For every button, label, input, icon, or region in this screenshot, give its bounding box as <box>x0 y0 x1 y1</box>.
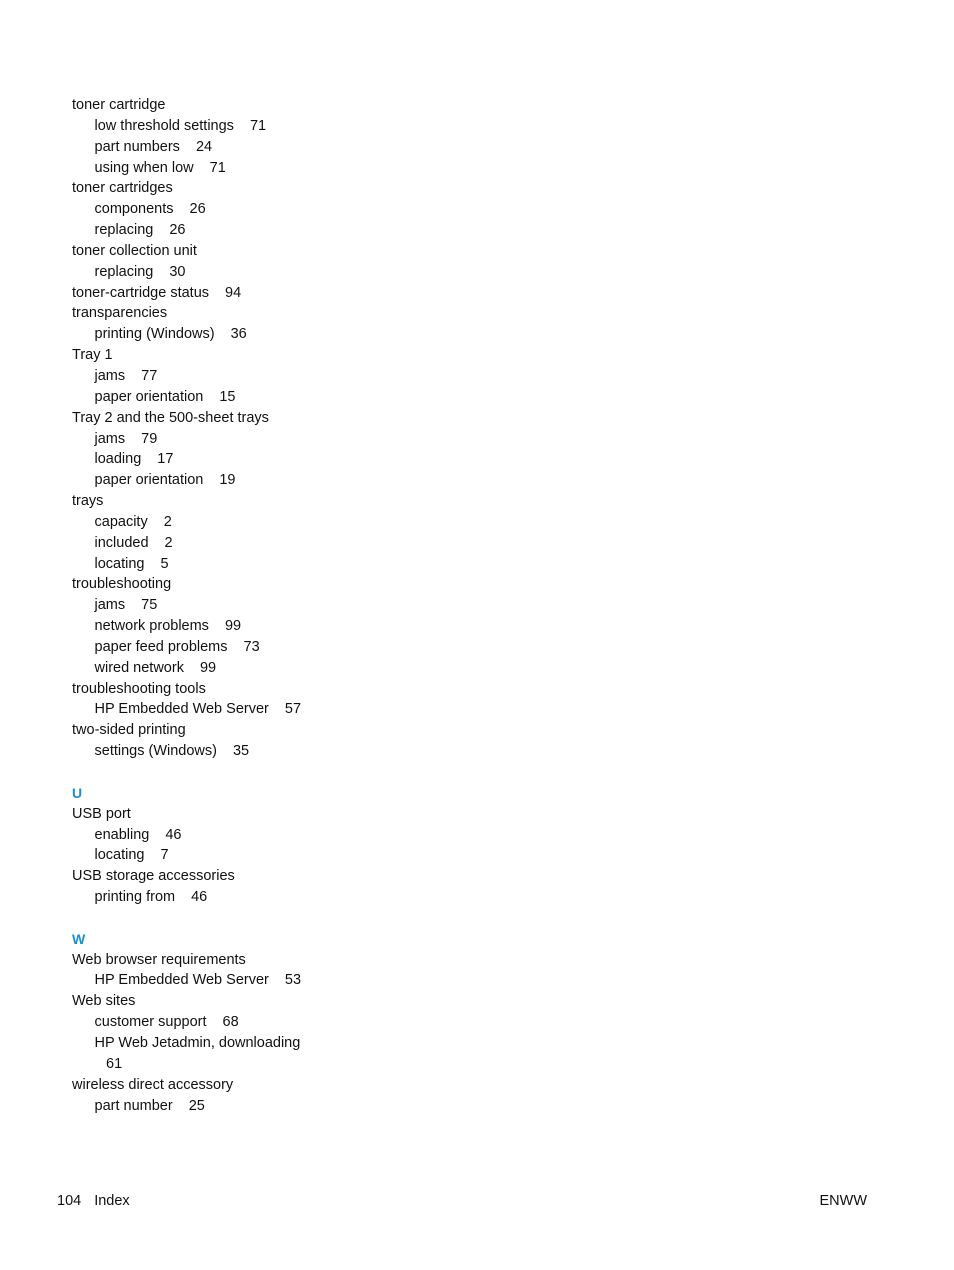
index-term: jams <box>94 430 126 447</box>
index-page-number: 35 <box>232 743 250 760</box>
index-subentry <box>72 887 372 908</box>
index-term: toner cartridges <box>72 180 173 197</box>
index-subentry <box>72 158 372 179</box>
index-page-number: 99 <box>199 659 217 676</box>
index-entry <box>72 574 372 595</box>
index-subentry <box>72 1054 372 1075</box>
index-term: paper feed problems <box>94 638 228 655</box>
index-term: capacity <box>94 513 148 530</box>
footer-left <box>57 1191 130 1211</box>
index-page-number: 94 <box>225 284 242 301</box>
index-page-number: 73 <box>243 638 260 655</box>
index-term: trays <box>72 493 104 510</box>
index-column <box>72 95 372 1116</box>
index-page-number: 77 <box>141 367 158 384</box>
index-page-number: 25 <box>188 1097 205 1114</box>
index-term: two-sided printing <box>72 722 186 739</box>
index-page-number: 19 <box>219 472 236 489</box>
index-term: included <box>94 534 149 551</box>
index-term: part numbers <box>94 138 180 155</box>
index-entry <box>72 303 372 324</box>
index-subentry <box>72 116 372 137</box>
index-term: Tray 2 and the 500-sheet trays <box>72 409 269 426</box>
index-entry <box>72 241 372 262</box>
index-entry <box>72 283 372 304</box>
index-term: toner-cartridge status <box>72 284 210 301</box>
index-term: Web browser requirements <box>72 951 246 968</box>
index-subentry <box>72 470 372 491</box>
index-term: jams <box>94 597 126 614</box>
index-page-number: 46 <box>191 889 208 906</box>
index-subentry <box>72 845 372 866</box>
index-subentry <box>72 699 372 720</box>
index-page-number: 71 <box>209 159 226 176</box>
index-term: printing (Windows) <box>94 326 215 343</box>
index-entry <box>72 1075 372 1096</box>
index-page-number: 46 <box>165 826 182 843</box>
index-term: customer support <box>94 1014 207 1031</box>
index-entry <box>72 491 372 512</box>
index-subentry <box>72 616 372 637</box>
index-term: printing from <box>94 889 176 906</box>
index-term: replacing <box>94 222 154 239</box>
index-subentry <box>72 1012 372 1033</box>
index-subentry <box>72 199 372 220</box>
index-term: troubleshooting tools <box>72 680 206 697</box>
footer-page-number: 104 <box>57 1193 82 1209</box>
index-page-number: 15 <box>219 388 236 405</box>
index-entry <box>72 991 372 1012</box>
index-term: HP Embedded Web Server <box>94 972 269 989</box>
index-subentry <box>72 324 372 345</box>
index-page-number: 68 <box>222 1014 239 1031</box>
index-term: paper orientation <box>94 472 204 489</box>
index-subentry <box>72 1033 372 1054</box>
index-subentry <box>72 449 372 470</box>
index-subentry <box>72 137 372 158</box>
page-footer <box>57 1191 867 1211</box>
index-subentry <box>72 741 372 762</box>
index-page-number: 5 <box>160 555 169 572</box>
index-term: settings (Windows) <box>94 743 217 760</box>
index-page-number: 30 <box>169 263 186 280</box>
index-term: enabling <box>94 826 150 843</box>
index-term: part number <box>94 1097 173 1114</box>
index-page-number: 71 <box>249 117 267 134</box>
index-term: loading <box>94 451 142 468</box>
index-term: wired network <box>94 659 184 676</box>
index-subentry <box>72 595 372 616</box>
index-subentry <box>72 1096 372 1117</box>
index-subentry <box>72 366 372 387</box>
index-subentry <box>72 512 372 533</box>
index-entry <box>72 804 372 825</box>
index-term: jams <box>94 367 126 384</box>
index-term: transparencies <box>72 305 168 322</box>
index-term: Web sites <box>72 993 136 1010</box>
index-term: replacing <box>94 263 154 280</box>
index-term: wireless direct accessory <box>72 1076 234 1093</box>
index-subentry <box>72 637 372 658</box>
index-entry <box>72 950 372 971</box>
index-entry <box>72 408 372 429</box>
index-subentry <box>72 220 372 241</box>
index-subentry <box>72 970 372 991</box>
index-letter-heading <box>72 783 372 804</box>
index-page-number: 57 <box>284 701 302 718</box>
index-term: USB port <box>72 805 131 822</box>
index-subentry <box>72 429 372 450</box>
index-term: W <box>72 930 86 947</box>
index-entry <box>72 345 372 366</box>
index-page-number: 7 <box>160 847 169 864</box>
index-term: U <box>72 784 83 801</box>
index-subentry <box>72 262 372 283</box>
index-subentry <box>72 533 372 554</box>
index-term: low threshold settings <box>94 117 234 134</box>
index-subentry <box>72 825 372 846</box>
index-subentry <box>72 387 372 408</box>
index-term: locating <box>94 555 145 572</box>
index-entry <box>72 720 372 741</box>
index-page-number: 17 <box>157 451 174 468</box>
footer-section-title: Index <box>94 1193 130 1209</box>
index-term: components <box>94 201 174 218</box>
index-page-number: 75 <box>141 597 158 614</box>
index-page-number: 2 <box>164 534 173 551</box>
index-term: 61 <box>106 1055 123 1072</box>
index-entry <box>72 95 372 116</box>
index-term: troubleshooting <box>72 576 172 593</box>
index-page-number: 26 <box>169 222 186 239</box>
index-page-number: 36 <box>230 326 247 343</box>
index-page-number: 2 <box>163 513 172 530</box>
footer-right-label: ENWW <box>819 1193 867 1209</box>
index-term: toner cartridge <box>72 97 166 113</box>
index-page-number: 99 <box>224 618 242 635</box>
index-page-number: 24 <box>195 138 213 155</box>
index-term: HP Web Jetadmin, downloading <box>94 1034 301 1051</box>
index-term: HP Embedded Web Server <box>94 701 269 718</box>
index-page-number: 26 <box>189 201 206 218</box>
index-entry <box>72 866 372 887</box>
index-subentry <box>72 658 372 679</box>
index-term: USB storage accessories <box>72 868 235 885</box>
index-term: paper orientation <box>94 388 204 405</box>
index-term: using when low <box>94 159 194 176</box>
index-term: toner collection unit <box>72 242 197 259</box>
index-term: network problems <box>94 618 209 635</box>
index-entry <box>72 679 372 700</box>
index-entry <box>72 178 372 199</box>
index-term: Tray 1 <box>72 347 113 364</box>
index-page-number: 79 <box>141 430 158 447</box>
index-subentry <box>72 554 372 575</box>
index-letter-heading <box>72 929 372 950</box>
index-page-number: 53 <box>284 972 302 989</box>
index-term: locating <box>94 847 145 864</box>
